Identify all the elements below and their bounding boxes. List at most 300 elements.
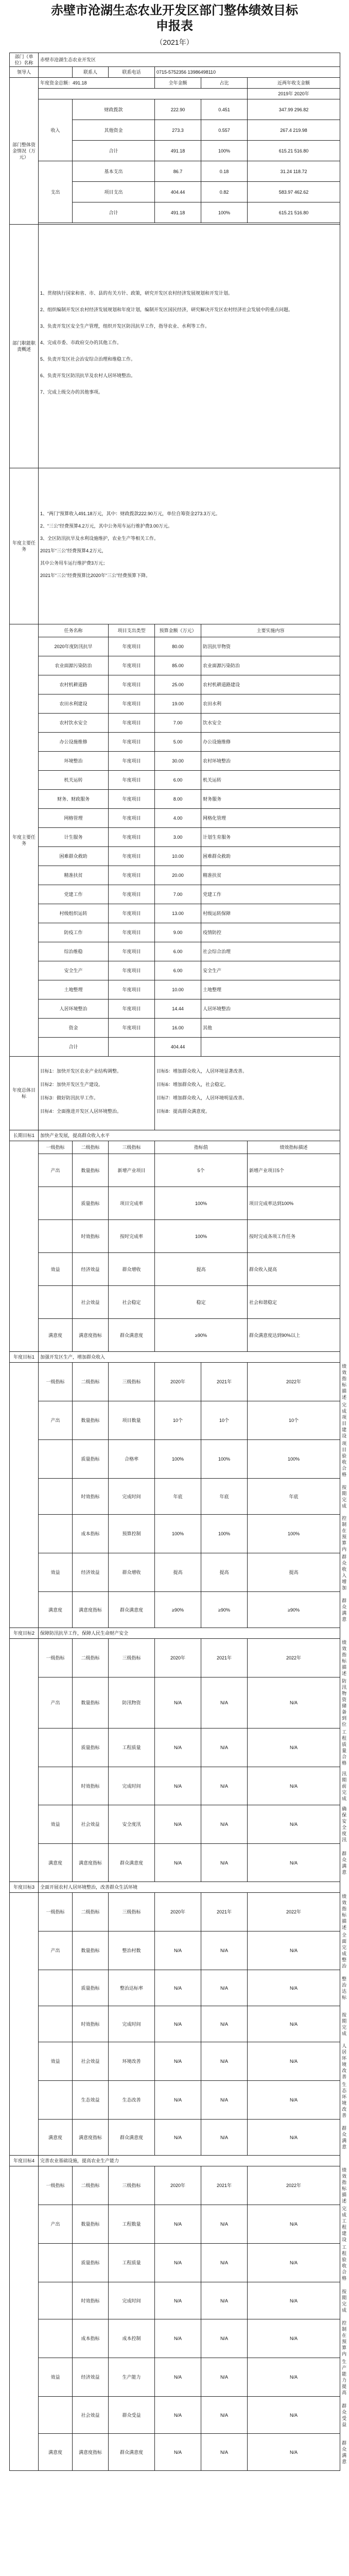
task-amount: 5.00 bbox=[155, 733, 201, 752]
indicator-col: 一级指标 bbox=[39, 1639, 73, 1677]
task-type: 年度项目 bbox=[109, 694, 155, 714]
tasks-head-row bbox=[10, 624, 340, 637]
yearly-goal-item: 目标3：做好防汛抗旱工作。 bbox=[40, 1095, 99, 1100]
indicator-value: ≥90% bbox=[155, 1319, 248, 1352]
indicator-l3: 生态改善 bbox=[109, 2081, 155, 2120]
indicator-value: N/A bbox=[248, 1728, 340, 1767]
funds-row-amount: 491.18 bbox=[155, 202, 201, 223]
task-type: 年度项目 bbox=[109, 999, 155, 1019]
indicator-section-heading-text: 保障防汛抗旱工作，保障人民生命财产安全 bbox=[39, 1628, 340, 1639]
task-desc: 农业面源污染防治 bbox=[201, 656, 340, 675]
funds-total: 年度资金总额：491.18 bbox=[39, 78, 155, 89]
indicator-value: ≥90% bbox=[155, 1592, 201, 1628]
funds-row-recent: 347.99 296.82 bbox=[248, 99, 340, 120]
duty-item: 2、组织编制开发区农村经济发展规划和年度计划，编制开发区国民经济，研究解决开发区农村经济社会发展中的重点问题。 bbox=[40, 307, 293, 312]
indicator-section-label: 年度目标1 bbox=[10, 1352, 39, 1363]
indicator-l3: 完成时间 bbox=[109, 1767, 155, 1805]
table-cell bbox=[10, 1363, 39, 1628]
indicator-value: N/A bbox=[155, 2006, 201, 2042]
task-type: 年度项目 bbox=[109, 847, 155, 866]
indicator-l3: 群众受益 bbox=[109, 2397, 155, 2434]
indicator-value: N/A bbox=[248, 2319, 340, 2358]
yearly-goal-item: 目标8：提高群众满意度。 bbox=[156, 1109, 211, 1114]
task-desc: 土地整理 bbox=[201, 980, 340, 999]
indicator-l3: 生产能力 bbox=[109, 2358, 155, 2397]
task-amount: 6.00 bbox=[155, 771, 201, 790]
indicator-row: 时效指标 完成时间 N/A N/A N/A 按期完成 bbox=[10, 2282, 340, 2319]
page-title bbox=[9, 3, 340, 34]
indicator-l1 bbox=[39, 2244, 73, 2282]
task-row bbox=[10, 752, 340, 771]
indicator-l2: 满意度指标 bbox=[73, 1319, 109, 1352]
indicator-l1: 产出 bbox=[39, 1677, 73, 1728]
annual-goal-item: 2021年“三公”经费预算4.2万元， bbox=[40, 548, 107, 553]
indicator-l2: 经济效益 bbox=[73, 2358, 109, 2397]
yearly-goal-item: 目标4：全面推进开发区人居环境整治。 bbox=[40, 1109, 122, 1114]
indicator-l1 bbox=[39, 2282, 73, 2319]
indicator-l2: 时效指标 bbox=[73, 1220, 109, 1253]
task-amount: 80.00 bbox=[155, 637, 201, 656]
indicator-value: N/A bbox=[155, 1970, 201, 2006]
table-cell bbox=[10, 1893, 39, 2156]
funds-row-recent: 615.21 516.80 bbox=[248, 141, 340, 161]
indicator-row: 产出 数量指标 整治村数 N/A N/A N/A 全面完成整治 bbox=[10, 1931, 340, 1970]
duty-item: 5、负责开发区社会治安综合治理和维稳工作。 bbox=[40, 357, 136, 362]
funds-row-ratio: 0.451 bbox=[201, 99, 248, 120]
funds-row-name: 合计 bbox=[73, 141, 155, 161]
indicator-value: N/A bbox=[248, 2120, 340, 2156]
task-name: 计生服务 bbox=[39, 828, 109, 847]
funds-col-amount: 全年金额 bbox=[155, 78, 201, 89]
indicator-l2: 质量指标 bbox=[73, 1728, 109, 1767]
task-row bbox=[10, 961, 340, 980]
leader-label: 领导人 bbox=[10, 67, 39, 78]
task-type bbox=[109, 1038, 155, 1057]
indicator-l3: 整治达标率 bbox=[109, 1970, 155, 2006]
indicator-value: 100% bbox=[248, 1515, 340, 1553]
yearly-goals-row bbox=[10, 1057, 340, 1130]
indicator-value: N/A bbox=[201, 1677, 248, 1728]
indicator-col: 二级指标 bbox=[73, 1893, 109, 1931]
indicator-value: N/A bbox=[155, 2120, 201, 2156]
indicator-value: N/A bbox=[201, 1931, 248, 1970]
indicator-value: N/A bbox=[155, 1728, 201, 1767]
indicator-col: 二级指标 bbox=[73, 1141, 109, 1154]
indicator-col: 2020年 bbox=[155, 2166, 201, 2205]
indicator-value: 提高 bbox=[155, 1553, 201, 1592]
funds-row-amount: 86.7 bbox=[155, 161, 201, 182]
indicator-value: N/A bbox=[201, 2042, 248, 2081]
funds-row-recent: 267.4 219.98 bbox=[248, 120, 340, 141]
indicator-l2: 成本指标 bbox=[73, 2319, 109, 2358]
indicator-l3: 整治村数 bbox=[109, 1931, 155, 1970]
indicator-l2: 时效指标 bbox=[73, 2006, 109, 2042]
task-desc: 农村机耕道路建设 bbox=[201, 675, 340, 694]
annual-goals-row bbox=[10, 468, 340, 624]
indicator-value: N/A bbox=[155, 2042, 201, 2081]
indicator-col: 2020年 bbox=[155, 1893, 201, 1931]
indicator-value: N/A bbox=[248, 1931, 340, 1970]
indicator-value: N/A bbox=[201, 2358, 248, 2397]
indicator-col: 三级指标 bbox=[109, 1639, 155, 1677]
indicator-l2: 数量指标 bbox=[73, 1677, 109, 1728]
indicator-desc: 新增产业项目5个 bbox=[248, 1154, 340, 1187]
indicator-value: N/A bbox=[248, 2358, 340, 2397]
indicator-l3: 安全度汛 bbox=[109, 1805, 155, 1844]
performance-table bbox=[9, 53, 347, 2471]
indicator-col: 2022年 bbox=[248, 1639, 340, 1677]
indicator-l3: 群众满意度 bbox=[109, 2434, 155, 2471]
task-name: 综治维稳 bbox=[39, 942, 109, 961]
task-amount: 6.00 bbox=[155, 961, 201, 980]
tasks-col-desc: 主要实施内容 bbox=[201, 624, 340, 637]
indicator-l1: 满意度 bbox=[39, 1844, 73, 1882]
annual-goal-item: 3、全区防汛抗旱及水利设施维护，农业生产等相关工作。 bbox=[40, 536, 159, 541]
indicator-value: 100% bbox=[155, 1515, 201, 1553]
indicator-l1 bbox=[39, 1286, 73, 1319]
indicator-row bbox=[10, 1154, 340, 1187]
funds-row-ratio: 100% bbox=[201, 141, 248, 161]
indicator-l2: 数量指标 bbox=[73, 1154, 109, 1187]
indicator-section-heading bbox=[10, 1130, 340, 1141]
indicator-value: N/A bbox=[201, 1805, 248, 1844]
funds-row-amount: 491.18 bbox=[155, 141, 201, 161]
indicator-l1: 产出 bbox=[39, 1931, 73, 1970]
task-desc: 精准扶贫 bbox=[201, 866, 340, 885]
task-name: 村级组织运转 bbox=[39, 904, 109, 923]
task-amount: 85.00 bbox=[155, 656, 201, 675]
indicator-col: 一级指标 bbox=[39, 1141, 73, 1154]
task-desc: 疫情防控 bbox=[201, 923, 340, 942]
indicator-col: 二级指标 bbox=[73, 2166, 109, 2205]
indicator-l3: 预算控制 bbox=[109, 1515, 155, 1553]
indicator-l3: 成本控制 bbox=[109, 2319, 155, 2358]
indicator-l1 bbox=[39, 1515, 73, 1553]
task-type: 年度项目 bbox=[109, 904, 155, 923]
indicator-value: 10个 bbox=[248, 1401, 340, 1440]
yearly-goals-right bbox=[155, 1057, 340, 1130]
duties-text bbox=[39, 225, 340, 468]
indicator-row: 效益 社会效益 安全度汛 N/A N/A N/A 确保安全度汛 bbox=[10, 1805, 340, 1844]
indicator-l3: 项目完成率 bbox=[109, 1187, 155, 1220]
indicator-row: 产出 数量指标 工程数量 N/A N/A N/A 完成工程建设 bbox=[10, 2205, 340, 2244]
indicator-l1 bbox=[39, 1220, 73, 1253]
indicator-desc: 社会和谐稳定 bbox=[248, 1286, 340, 1319]
funds-row-ratio: 0.82 bbox=[201, 182, 248, 202]
indicator-value: N/A bbox=[201, 1970, 248, 2006]
indicator-l1: 满意度 bbox=[39, 2120, 73, 2156]
task-name: 网格管理 bbox=[39, 809, 109, 828]
indicator-l1: 效益 bbox=[39, 1805, 73, 1844]
indicator-l3: 完成时间 bbox=[109, 2006, 155, 2042]
task-name: 农田水利建设 bbox=[39, 694, 109, 714]
indicator-l2: 生态效益 bbox=[73, 2081, 109, 2120]
indicator-value: 10个 bbox=[155, 1401, 201, 1440]
task-row bbox=[10, 923, 340, 942]
indicator-section-heading-text: 完善农业基础设施，提高农业生产能力 bbox=[39, 2156, 340, 2166]
indicator-value: 100% bbox=[155, 1440, 201, 1479]
indicator-value: 100% bbox=[248, 1440, 340, 1479]
indicator-row: 满意度 满意度指标 群众满意度 ≥90% ≥90% ≥90% 群众满意 bbox=[10, 1592, 340, 1628]
indicator-col: 三级指标 bbox=[109, 2166, 155, 2205]
funds-row-ratio: 100% bbox=[201, 202, 248, 223]
indicator-value: 年底 bbox=[201, 1479, 248, 1515]
indicator-l3: 群众增收 bbox=[109, 1253, 155, 1286]
duty-item: 7、完成上级交办的其他事项。 bbox=[40, 389, 103, 395]
task-amount: 3.00 bbox=[155, 828, 201, 847]
funds-row-name: 财政拨款 bbox=[73, 99, 155, 120]
indicator-l2: 时效指标 bbox=[73, 1479, 109, 1515]
task-row bbox=[10, 637, 340, 656]
annual-goal-item: 2021年“三公”经费预算比2020年“三公”经费预算下降。 bbox=[40, 573, 151, 578]
indicator-col: 2021年 bbox=[201, 1363, 248, 1401]
indicator-value: N/A bbox=[155, 1844, 201, 1882]
indicator-value: N/A bbox=[248, 2434, 340, 2471]
indicator-desc: 项目完成率达到100% bbox=[248, 1187, 340, 1220]
indicator-value: 年底 bbox=[155, 1479, 201, 1515]
indicator-section-label: 年度目标2 bbox=[10, 1628, 39, 1639]
indicator-l3: 社会稳定 bbox=[109, 1286, 155, 1319]
indicator-l1: 产出 bbox=[39, 1154, 73, 1187]
indicator-col: 二级指标 bbox=[73, 1639, 109, 1677]
indicator-row: 产出 数量指标 项目数量 10个 10个 10个 完成项目建设 bbox=[10, 1401, 340, 1440]
task-name: 土地整理 bbox=[39, 980, 109, 999]
funds-header-row bbox=[10, 78, 340, 89]
task-amount: 25.00 bbox=[155, 675, 201, 694]
task-type: 年度项目 bbox=[109, 714, 155, 733]
tasks-col-name: 任务名称 bbox=[39, 624, 109, 637]
task-desc: 村级运转保障 bbox=[201, 904, 340, 923]
indicator-l3: 新增产业项目 bbox=[109, 1154, 155, 1187]
indicator-section-heading-text: 全面开展农村人居环境整治，改善群众生活环境 bbox=[39, 1882, 340, 1893]
indicator-l2: 满意度指标 bbox=[73, 1592, 109, 1628]
indicator-l2: 数量指标 bbox=[73, 1931, 109, 1970]
funds-row-name: 基本支出 bbox=[73, 161, 155, 182]
indicator-l1 bbox=[39, 2319, 73, 2358]
table-cell bbox=[10, 2166, 39, 2471]
task-amount: 20.00 bbox=[155, 866, 201, 885]
indicator-l2: 社会效益 bbox=[73, 2042, 109, 2081]
funds-col-recent: 近两年收支金额 bbox=[248, 78, 340, 89]
indicator-l3: 合格率 bbox=[109, 1440, 155, 1479]
indicator-l2: 质量指标 bbox=[73, 1970, 109, 2006]
indicator-desc: 群众满意度达到90%以上 bbox=[248, 1319, 340, 1352]
funds-col-ratio: 占比 bbox=[201, 78, 248, 89]
indicator-value: N/A bbox=[201, 2205, 248, 2244]
indicator-col: 2020年 bbox=[155, 1363, 201, 1401]
indicator-value: 提高 bbox=[201, 1553, 248, 1592]
task-type: 年度项目 bbox=[109, 1019, 155, 1038]
task-desc: 其他 bbox=[201, 1019, 340, 1038]
yearly-goals-label: 年度总体目标 bbox=[10, 1057, 39, 1130]
indicator-l2: 满意度指标 bbox=[73, 2434, 109, 2471]
indicator-value: N/A bbox=[248, 1970, 340, 2006]
duty-item: 6、负责开发区防汛抗旱及农村人居环境整治。 bbox=[40, 373, 136, 378]
indicator-section-label: 年度目标3 bbox=[10, 1882, 39, 1893]
phone-value: 0715-5752356 13986498110 bbox=[155, 67, 340, 78]
duties-label: 部门职能职责概述 bbox=[10, 225, 39, 468]
task-amount: 16.00 bbox=[155, 1019, 201, 1038]
task-name: 农村饮水安全 bbox=[39, 714, 109, 733]
indicator-col: 一级指标 bbox=[39, 1363, 73, 1401]
indicator-col: 2021年 bbox=[201, 1893, 248, 1931]
yearly-goal-item: 目标1：加快开发区农业产业结构调整。 bbox=[40, 1069, 122, 1074]
indicator-l1: 满意度 bbox=[39, 1592, 73, 1628]
funds-year-row bbox=[10, 89, 340, 99]
task-type: 年度项目 bbox=[109, 866, 155, 885]
indicator-l1: 满意度 bbox=[39, 2434, 73, 2471]
indicator-l2: 社会效益 bbox=[73, 2397, 109, 2434]
indicator-l2: 成本指标 bbox=[73, 1515, 109, 1553]
indicator-l2: 满意度指标 bbox=[73, 2120, 109, 2156]
indicator-row: 时效指标 完成时间 N/A N/A N/A 汛期前完成 bbox=[10, 1767, 340, 1805]
indicator-l2: 数量指标 bbox=[73, 1401, 109, 1440]
indicator-value: N/A bbox=[201, 2397, 248, 2434]
indicator-value: N/A bbox=[155, 1677, 201, 1728]
indicator-l3: 工程质量 bbox=[109, 2244, 155, 2282]
indicator-row: 生态效益 生态改善 N/A N/A N/A 生态环境改善 bbox=[10, 2081, 340, 2120]
task-row bbox=[10, 1038, 340, 1057]
contact-label: 联系人 bbox=[73, 67, 109, 78]
task-desc: 农田水利 bbox=[201, 694, 340, 714]
task-type: 年度项目 bbox=[109, 923, 155, 942]
indicator-l3: 完成时间 bbox=[109, 1479, 155, 1515]
task-name: 农村机耕道路 bbox=[39, 675, 109, 694]
indicator-row: 满意度 满意度指标 群众满意度 N/A N/A N/A 群众满意 bbox=[10, 2434, 340, 2471]
task-name: 防疫工作 bbox=[39, 923, 109, 942]
indicator-head-row: 一级指标 二级指标 三级指标 2020年 2021年 2022年 绩效指标描述 bbox=[10, 1639, 340, 1677]
task-row bbox=[10, 885, 340, 904]
task-row bbox=[10, 904, 340, 923]
task-desc: 困难群众救助 bbox=[201, 847, 340, 866]
indicator-l3: 群众满意度 bbox=[109, 2120, 155, 2156]
indicator-row bbox=[10, 1187, 340, 1220]
indicator-value: ≥90% bbox=[248, 1592, 340, 1628]
indicator-head-row bbox=[10, 1141, 340, 1154]
indicator-l1: 产出 bbox=[39, 2205, 73, 2244]
indicator-l3: 工程质量 bbox=[109, 1728, 155, 1767]
indicator-l2: 经济效益 bbox=[73, 1253, 109, 1286]
task-type: 年度项目 bbox=[109, 980, 155, 999]
leader-value bbox=[39, 67, 73, 78]
task-desc: 办公设施维修 bbox=[201, 733, 340, 752]
yearly-goals-left bbox=[39, 1057, 155, 1130]
indicator-col: 2022年 bbox=[248, 1893, 340, 1931]
task-desc: 党建工作 bbox=[201, 885, 340, 904]
task-row bbox=[10, 733, 340, 752]
indicator-value: N/A bbox=[155, 1931, 201, 1970]
indicator-value: 100% bbox=[201, 1440, 248, 1479]
indicator-value: N/A bbox=[155, 2397, 201, 2434]
duty-item: 4、完成市委、市政府交办的其他工作。 bbox=[40, 340, 122, 345]
table-cell bbox=[10, 1639, 39, 1882]
indicator-value: N/A bbox=[248, 1805, 340, 1844]
tasks-label: 年度主要任务 bbox=[10, 624, 39, 1057]
task-name: 2020年度防汛抗旱 bbox=[39, 637, 109, 656]
indicator-l1: 效益 bbox=[39, 1253, 73, 1286]
task-row bbox=[10, 1019, 340, 1038]
indicator-head-row: 一级指标 二级指标 三级指标 2020年 2021年 2022年 绩效指标描述 bbox=[10, 2166, 340, 2205]
indicator-l2: 质量指标 bbox=[73, 1440, 109, 1479]
indicator-row: 质量指标 工程质量 N/A N/A N/A 工程质量合格 bbox=[10, 1728, 340, 1767]
annual-goal-item: 2、“三公”经费预算4.2万元，其中公务用车运行维护费3.00万元。 bbox=[40, 523, 173, 529]
indicator-col: 三级指标 bbox=[109, 1141, 155, 1154]
task-amount: 9.00 bbox=[155, 923, 201, 942]
indicator-l1: 产出 bbox=[39, 1401, 73, 1440]
tasks-col-amount: 预算金额（万元） bbox=[155, 624, 201, 637]
funds-row-ratio: 0.18 bbox=[201, 161, 248, 182]
indicator-l1: 效益 bbox=[39, 2358, 73, 2397]
funds-row-name: 其他资金 bbox=[73, 120, 155, 141]
task-name: 财务、财政服务 bbox=[39, 790, 109, 809]
task-row bbox=[10, 866, 340, 885]
indicator-col: 2022年 bbox=[248, 1363, 340, 1401]
yearly-goal-item: 目标6：增加群众收入，社会稳定。 bbox=[156, 1082, 229, 1087]
indicator-l1: 满意度 bbox=[39, 1319, 73, 1352]
indicator-col: 二级指标 bbox=[73, 1363, 109, 1401]
indicator-l2: 质量指标 bbox=[73, 2244, 109, 2282]
indicator-l3: 群众满意度 bbox=[109, 1592, 155, 1628]
yearly-goal-item: 目标5：增加群众收入，人居环境显著改善。 bbox=[156, 1069, 248, 1074]
indicator-row bbox=[10, 1319, 340, 1352]
task-name: 合计 bbox=[39, 1038, 109, 1057]
indicator-l3: 环境改善 bbox=[109, 2042, 155, 2081]
indicator-l3: 群众增收 bbox=[109, 1553, 155, 1592]
task-desc: 网格化管理 bbox=[201, 809, 340, 828]
indicator-row: 质量指标 合格率 100% 100% 100% 项目验收合格 bbox=[10, 1440, 340, 1479]
indicator-value: N/A bbox=[155, 2081, 201, 2120]
indicator-row bbox=[10, 1253, 340, 1286]
table-cell bbox=[39, 89, 248, 99]
funds-row-amount: 222.90 bbox=[155, 99, 201, 120]
funds-income-label: 收入 bbox=[39, 99, 73, 161]
indicator-value: N/A bbox=[155, 1805, 201, 1844]
task-name: 党建工作 bbox=[39, 885, 109, 904]
task-amount: 19.00 bbox=[155, 694, 201, 714]
task-desc: 农村环境整治 bbox=[201, 752, 340, 771]
indicator-l3: 按时完成率 bbox=[109, 1220, 155, 1253]
document-page bbox=[9, 3, 347, 2471]
indicator-row: 满意度 满意度指标 群众满意度 N/A N/A N/A 群众满意 bbox=[10, 2120, 340, 2156]
indicator-value: 提高 bbox=[248, 1553, 340, 1592]
task-row bbox=[10, 694, 340, 714]
indicator-section-heading bbox=[10, 2156, 340, 2166]
indicator-l3: 完成时间 bbox=[109, 2282, 155, 2319]
indicator-section-heading-text: 加快产业发展，提高群众收入水平 bbox=[39, 1130, 340, 1141]
task-type: 年度项目 bbox=[109, 809, 155, 828]
table-cell bbox=[10, 1141, 39, 1352]
task-type: 年度项目 bbox=[109, 961, 155, 980]
annual-goal-item: 其中公务用车运行维护费3万元； bbox=[40, 561, 108, 566]
task-type: 年度项目 bbox=[109, 656, 155, 675]
task-row bbox=[10, 790, 340, 809]
title-line-2: 申报表 bbox=[156, 20, 193, 33]
task-desc: 计划生育服务 bbox=[201, 828, 340, 847]
dept-name-value: 赤壁市沧湖生态农业开发区 bbox=[39, 53, 340, 67]
task-row bbox=[10, 771, 340, 790]
indicator-value: N/A bbox=[155, 2282, 201, 2319]
duties-row bbox=[10, 225, 340, 468]
indicator-l3: 项目数量 bbox=[109, 1401, 155, 1440]
task-row bbox=[10, 847, 340, 866]
funds-label: 部门整体资金情况（万元） bbox=[10, 78, 39, 225]
indicator-row: 满意度 满意度指标 群众满意度 N/A N/A N/A 群众满意 bbox=[10, 1844, 340, 1882]
indicator-row: 成本指标 成本控制 N/A N/A N/A 控制在预算内 bbox=[10, 2319, 340, 2358]
indicator-desc: 按时完成各项工作任务 bbox=[248, 1220, 340, 1253]
funds-row-ratio: 0.557 bbox=[201, 120, 248, 141]
indicator-col: 三级指标 bbox=[109, 1893, 155, 1931]
indicator-value: N/A bbox=[201, 2081, 248, 2120]
